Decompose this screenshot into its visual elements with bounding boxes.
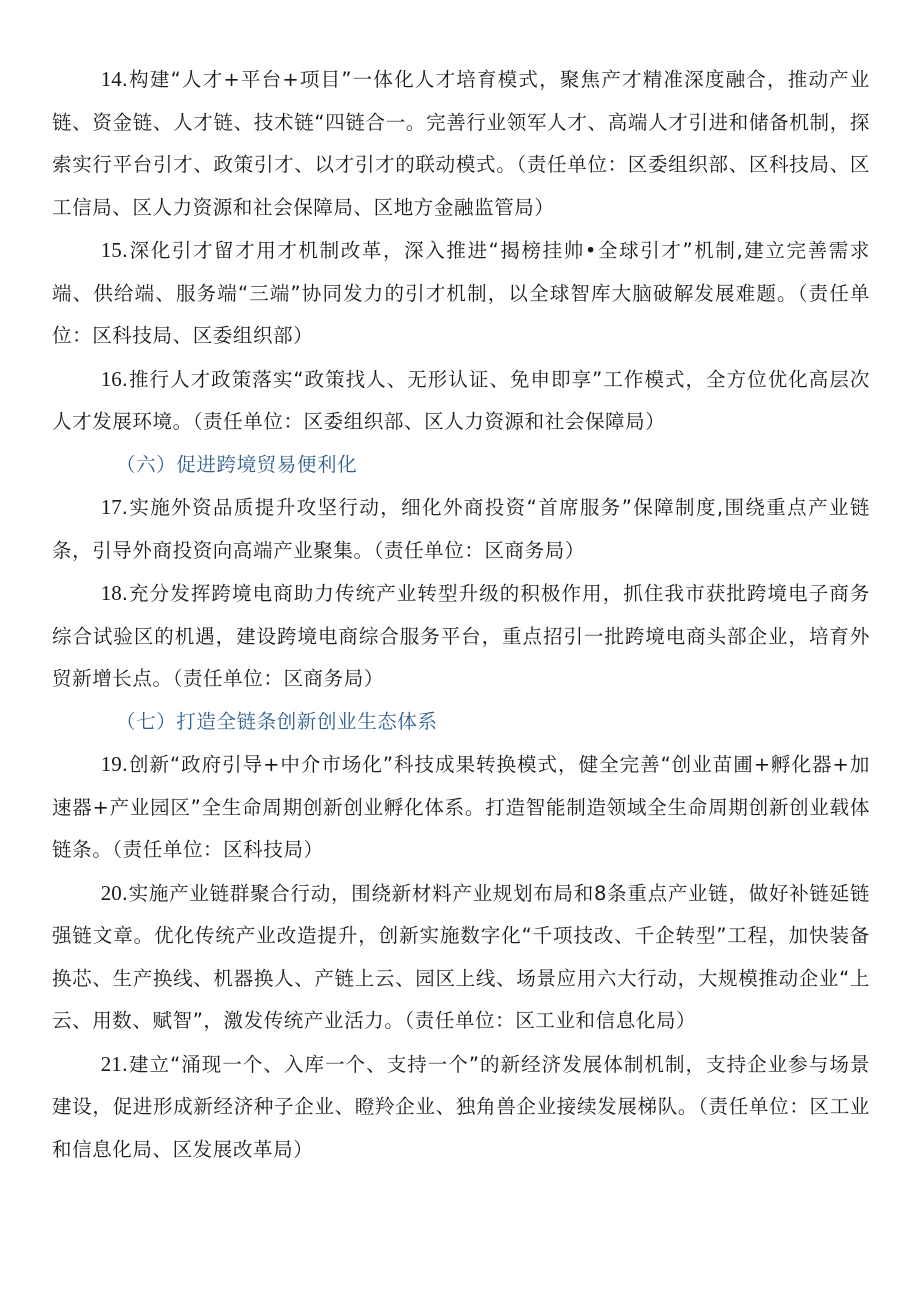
- item-text: .推行人才政策落实“政策找人、无形认证、免申即享”工作模式，全方位优化高层次人才发展环境。（责任单位：区委组织部、区人力资源和社会保障局）: [52, 367, 870, 433]
- document-page: [52, 58, 870, 1171]
- item-number: 15: [100, 238, 122, 262]
- item-number: 20: [100, 880, 122, 905]
- paragraph-14: [52, 58, 870, 229]
- item-text: .构建“人才+平台+项目”一体化人才培育模式，聚焦产才精准深度融合，推动产业链、资金链、人才链、技术链“四链合一。完善行业领军人才、高端人才引进和储备机制，探索实行平台引才、政策引才、以才引才的联动模式。（责任单位：区委组织部、区科技局、区工信局、区人力资源和社会保障局、区地方金融监管局）: [52, 68, 870, 219]
- item-text: .充分发挥跨境电商助力传统产业转型升级的积极作用，抓住我市获批跨境电子商务综合试验区的机遇，建设跨境电商综合服务平台，重点招引一批跨境电商头部企业，培育外贸新增长点。（责任单位：区商务局）: [52, 582, 870, 690]
- section-heading-7: （七）打造全链条创新创业生态体系: [116, 709, 438, 733]
- item-number: 14: [100, 67, 122, 91]
- item-text: .创新“政府引导+中介市场化”科技成果转换模式，健全完善“创业苗圃+孵化器+加速器+产业园区”全生命周期创新创业孵化体系。打造智能制造领域全生命周期创新创业载体链条。（责任单位：区科技局）: [52, 753, 870, 861]
- item-text: .深化引才留才用才机制改革，深入推进“揭榜挂帅•全球引才”机制,建立完善需求端、供给端、服务端“三端”协同发力的引才机制，以全球智库大脑破解发展难题。（责任单位：区科技局、区委组织部）: [52, 239, 870, 347]
- section-heading-6: （六）促进跨境贸易便利化: [116, 452, 358, 476]
- paragraph-21: [52, 1043, 870, 1172]
- item-number: 18: [100, 581, 122, 605]
- paragraph-20: [52, 872, 870, 1043]
- paragraph-15: [52, 229, 870, 358]
- paragraph-19: [52, 743, 870, 872]
- item-text: .实施产业链群聚合行动，围绕新材料产业规划布局和8条重点产业链，做好补链延链强链文章。优化传统产业改造提升，创新实施数字化“千项技改、千企转型”工程，加快装备换芯、生产换线、机器换人、产链上云、园区上线、场景应用六大行动，大规模推动企业“上云、用数、赋智”，激发传统产业活力。（责任单位：区工业和信息化局）: [52, 881, 870, 1032]
- paragraph-16: [52, 358, 870, 444]
- item-text: .建立“涌现一个、入库一个、支持一个”的新经济发展体制机制，支持企业参与场景建设，促进形成新经济种子企业、瞪羚企业、独角兽企业接续发展梯队。（责任单位：区工业和信息化局、区发展改革局）: [52, 1052, 870, 1161]
- paragraph-18: [52, 572, 870, 701]
- item-number: 21: [100, 1051, 122, 1076]
- item-number: 19: [100, 752, 122, 776]
- paragraph-17: [52, 486, 870, 572]
- item-text: .实施外资品质提升攻坚行动，细化外商投资“首席服务”保障制度,围绕重点产业链条，引导外商投资向高端产业聚集。（责任单位：区商务局）: [52, 496, 870, 562]
- item-number: 16: [100, 366, 122, 391]
- item-number: 17: [100, 495, 122, 519]
